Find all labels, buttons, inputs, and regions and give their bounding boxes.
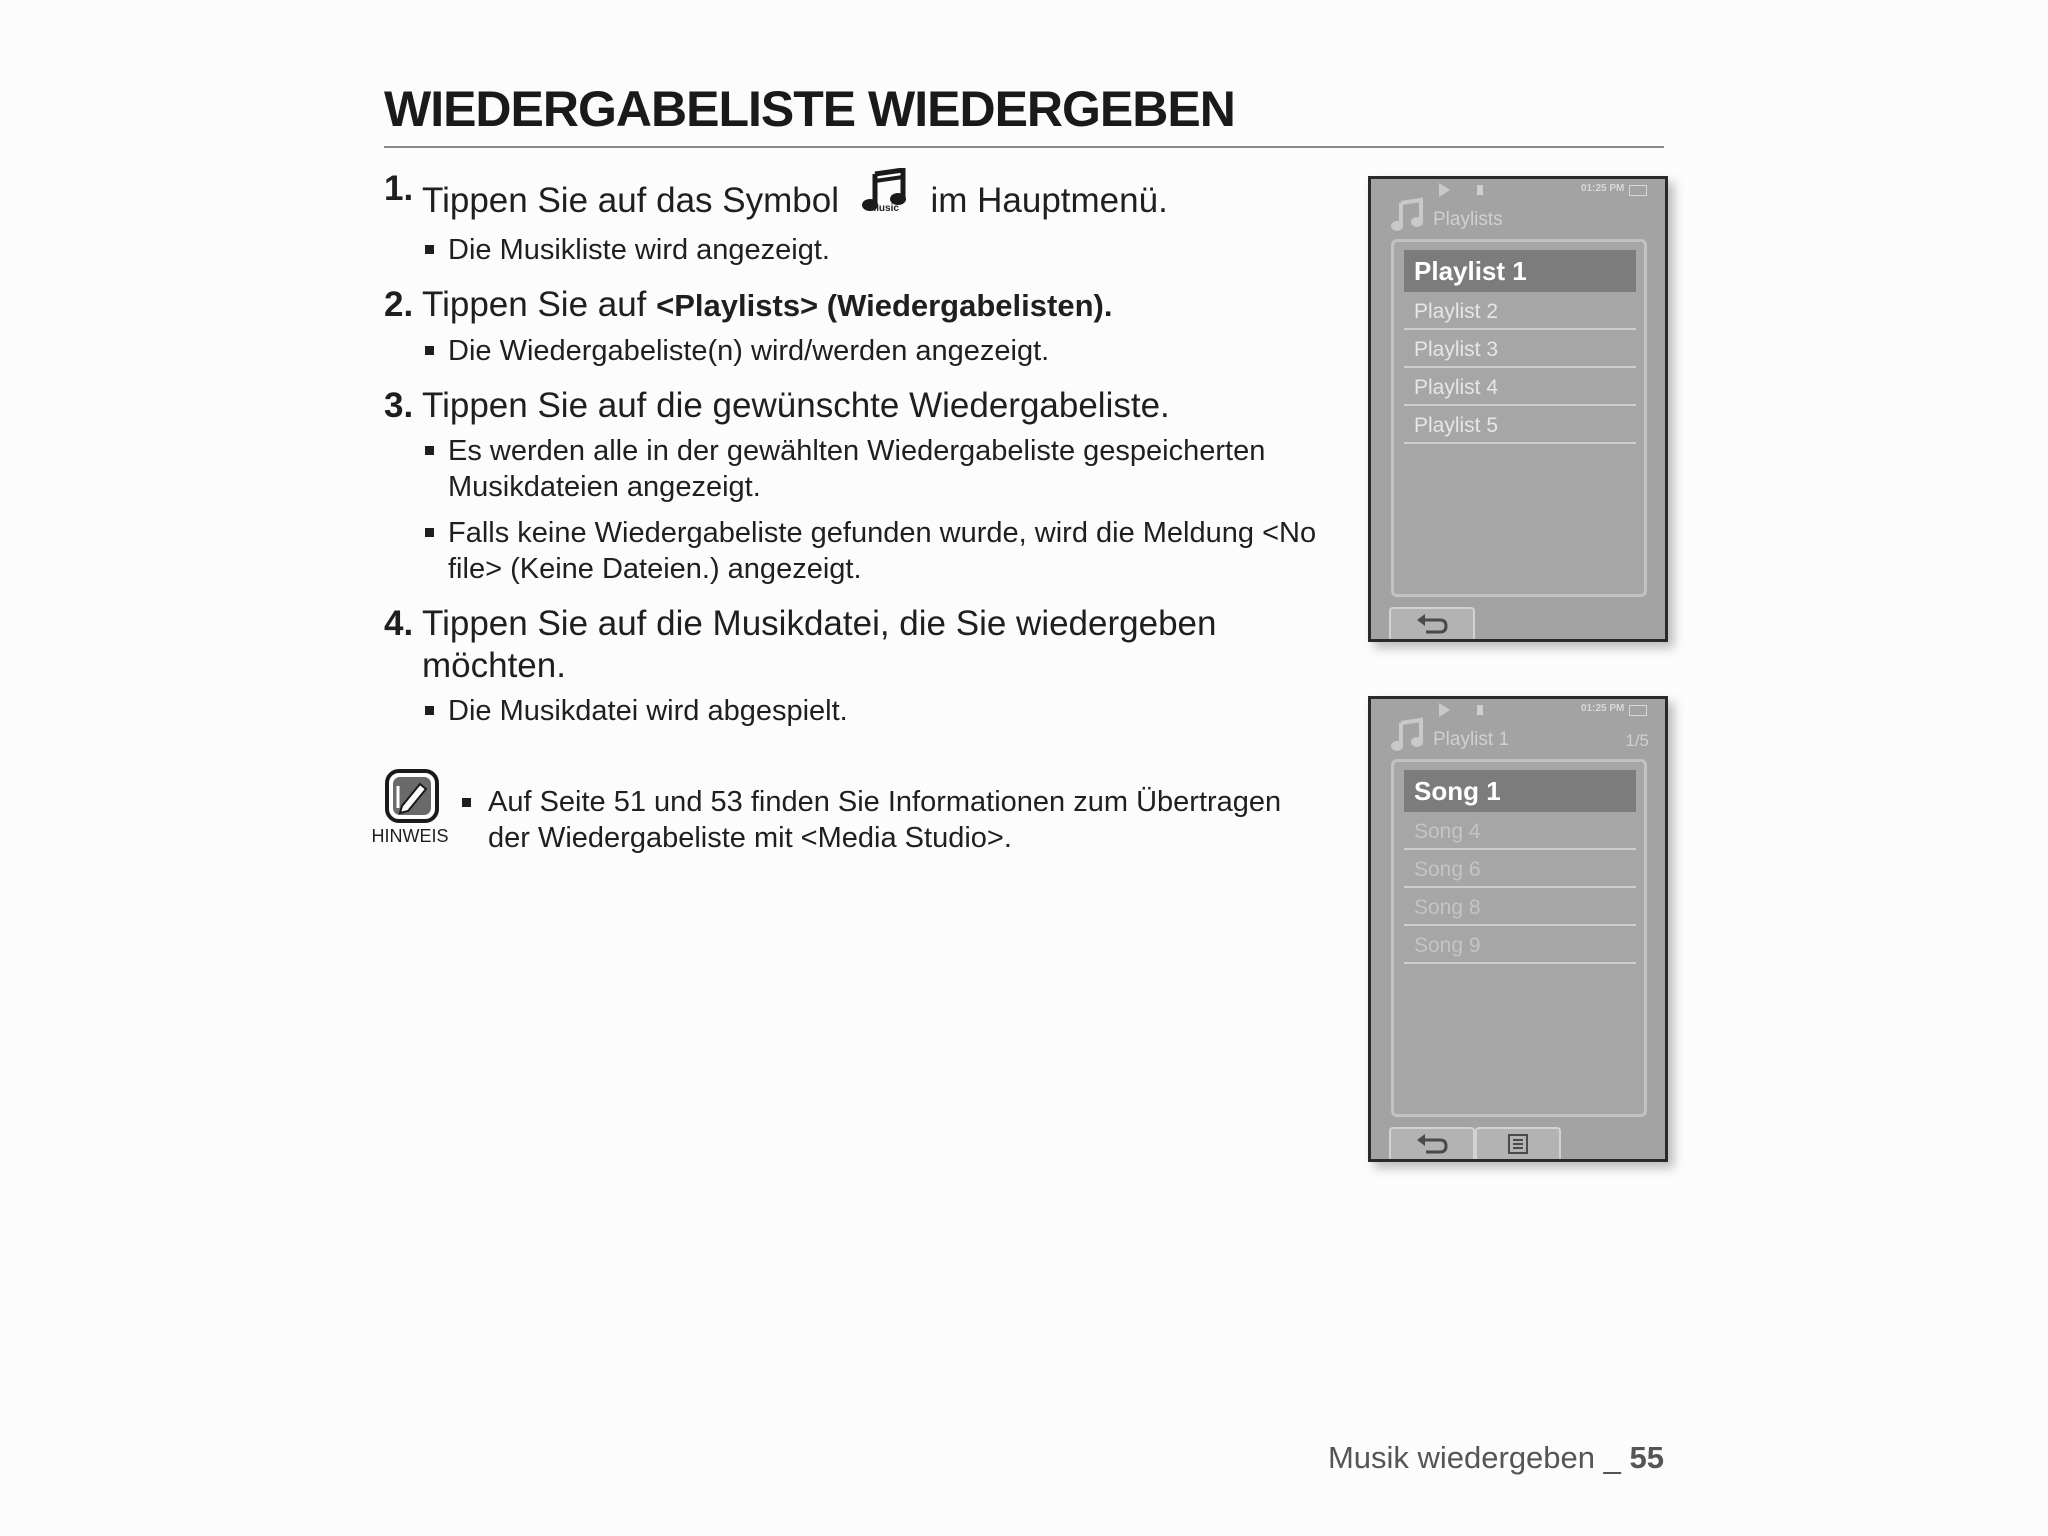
bullet-item: Es werden alle in der gewählten Wiedergabeliste gespeicherten Musikdateien angezeigt. [384, 433, 1344, 505]
volume-icon [1477, 185, 1483, 195]
note-bullet [462, 798, 471, 807]
screen-title: Playlist 1 [1433, 729, 1510, 750]
back-arrow-icon [1414, 613, 1450, 635]
music-icon [859, 168, 911, 226]
playlist-list [1391, 239, 1647, 597]
music-note-icon [1389, 717, 1425, 753]
item-count: 1/5 [1625, 731, 1649, 750]
footer-section: Musik wiedergeben _ [1327, 1440, 1621, 1475]
step-number: 1. [384, 169, 414, 208]
step-text: Tippen Sie auf die gewünschte Wiedergabeliste. [422, 386, 1170, 425]
bullet-item: Falls keine Wiedergabeliste gefunden wurde, wird die Meldung <No file> (Keine Dateien.) angezeigt. [384, 515, 1344, 587]
music-note-icon [1389, 197, 1425, 233]
step-text: Tippen Sie auf [422, 285, 647, 324]
playlist-item[interactable]: Playlist 5 [1404, 408, 1636, 444]
bullet-item: Die Musikliste wird angezeigt. [384, 232, 1344, 268]
step-number: 4. [384, 604, 414, 643]
bullet-item: Die Musikdatei wird abgespielt. [384, 693, 1344, 729]
back-arrow-icon [1414, 1133, 1450, 1155]
step-number: 2. [384, 285, 414, 324]
step-3 [384, 385, 1344, 587]
step-number: 3. [384, 386, 414, 425]
step-1 [384, 168, 1344, 268]
play-icon [1439, 183, 1450, 197]
note-pencil-icon [384, 768, 440, 824]
screen-title: Playlists [1433, 209, 1503, 230]
song-list [1391, 759, 1647, 1117]
song-item[interactable]: Song 1 [1404, 770, 1636, 812]
playlist-item[interactable]: Playlist 4 [1404, 370, 1636, 406]
music-icon-caption: Music [870, 203, 899, 214]
step-text: Tippen Sie auf die Musikdatei, die Sie wiedergeben möchten. [422, 604, 1217, 685]
back-button[interactable] [1389, 607, 1475, 639]
menu-button[interactable] [1475, 1127, 1561, 1159]
playlist-item[interactable]: Playlist 3 [1404, 332, 1636, 368]
list-menu-icon [1506, 1133, 1530, 1155]
volume-icon [1477, 705, 1483, 715]
bullet-item: Die Wiedergabeliste(n) wird/werden angezeigt. [384, 333, 1344, 369]
clock: 01:25 PM [1581, 183, 1625, 194]
note-label: HINWEIS [371, 826, 449, 846]
playlist-item[interactable]: Playlist 2 [1404, 294, 1636, 330]
device-screen-songs [1368, 696, 1668, 1162]
page-title: WIEDERGABELISTE WIEDERGEBEN [384, 80, 1664, 148]
device-screen-playlists [1368, 176, 1668, 642]
song-item[interactable]: Song 9 [1404, 928, 1636, 964]
step-2 [384, 284, 1344, 369]
play-icon [1439, 703, 1450, 717]
song-item[interactable]: Song 4 [1404, 814, 1636, 850]
page-footer [1328, 1440, 1664, 1476]
note-text: Auf Seite 51 und 53 finden Sie Informationen zum Übertragen der Wiedergabeliste mit <Media Studio>. [488, 786, 1282, 854]
steps-list [384, 168, 1344, 745]
playlist-item[interactable]: Playlist 1 [1404, 250, 1636, 292]
step-text-bold: <Playlists> (Wiedergabelisten). [656, 288, 1113, 323]
battery-icon [1629, 185, 1647, 196]
clock: 01:25 PM [1581, 703, 1625, 714]
song-item[interactable]: Song 6 [1404, 852, 1636, 888]
page-number: 55 [1629, 1440, 1664, 1475]
song-item[interactable]: Song 8 [1404, 890, 1636, 926]
step-text: Tippen Sie auf das Symbol [422, 181, 839, 220]
back-button[interactable] [1389, 1127, 1475, 1159]
step-text: im Hauptmenü. [930, 181, 1168, 220]
step-4 [384, 603, 1344, 729]
battery-icon [1629, 705, 1647, 716]
